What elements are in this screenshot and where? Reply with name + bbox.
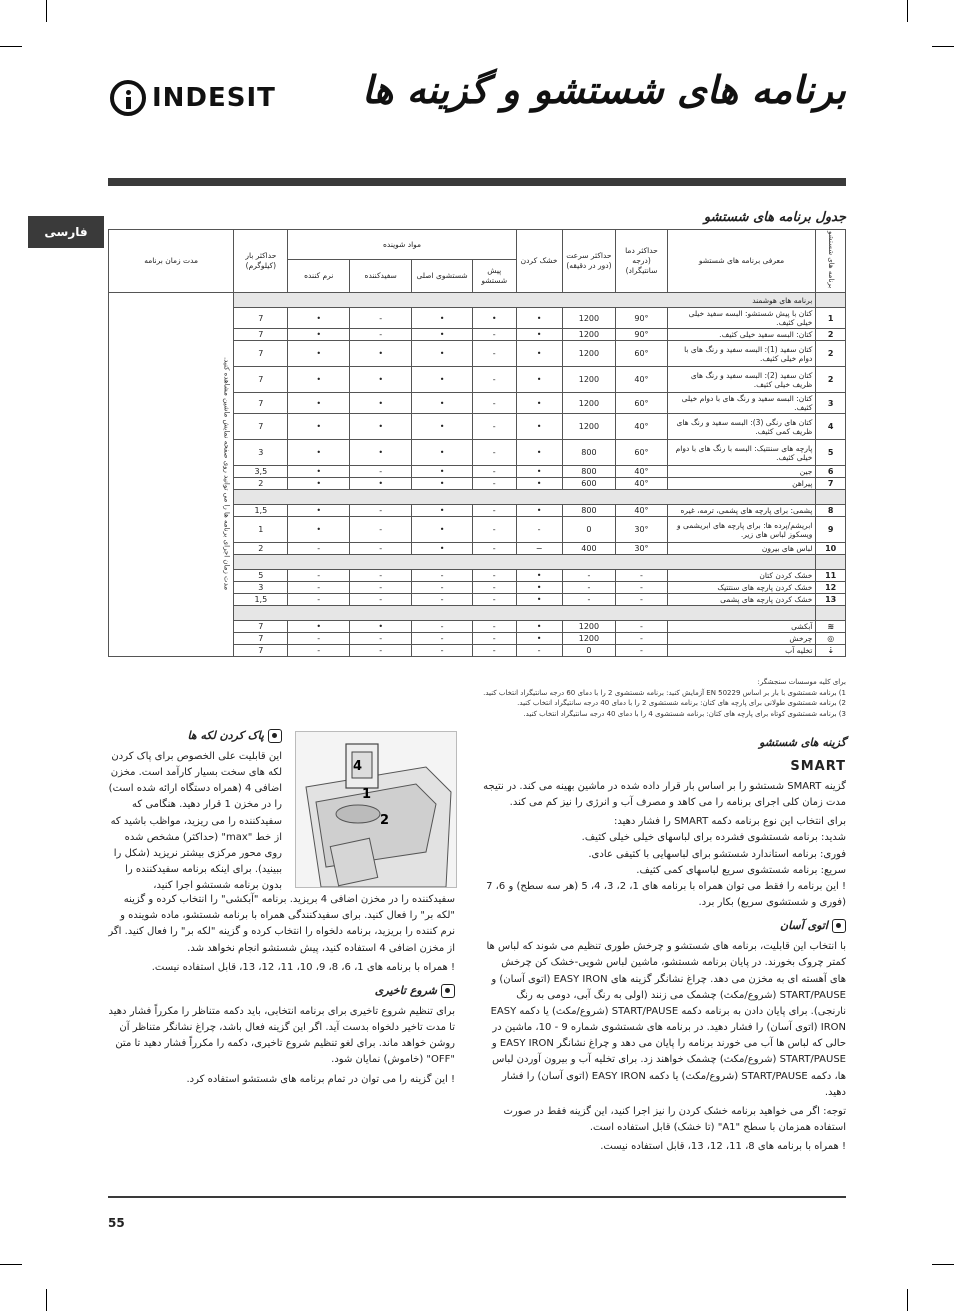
header-bleach: سفیدکننده	[350, 260, 412, 293]
table-row: 2 کتان سفید (1): البسه سفید و رنگ های با دوام خیلی کثیف. 60° 1200 • - • • • 7	[109, 341, 846, 367]
crop-mark	[46, 1289, 47, 1311]
language-tab: فارسی	[28, 216, 104, 248]
crop-mark	[0, 1264, 22, 1265]
stain-paragraph: سفیدکننده را در مخزن اضافی 4 بریزید. برنامه "آبکشی" را انتخاب کرده و گزینه "لکه بر" را فعال کنید. برای سفیدکنندگی همراه با برنامه شستشو، ماده شوینده و نرم کننده را بریزید، برنامه دلخواه را انتخاب کرده و گزینه "لکه بر" را فعال کنید. اگر از مخزن اضافی 4 استفاده کنید، پیش شستشو انجام نخواهد شد.	[108, 894, 455, 954]
table-row: 6 جین 40° 800 • - • - • 3,5	[109, 466, 846, 478]
table-row: 5 پارچه های سنتتیک: البسه با رنگ های با دوام خیلی کثیف. 60° 800 • - • • • 3	[109, 440, 846, 466]
crop-mark	[907, 0, 908, 22]
brand-i-icon	[110, 80, 146, 116]
footnotes	[108, 677, 846, 719]
header-detergents: مواد شوینده	[288, 230, 516, 260]
header-description: معرفی برنامه های شستشو	[667, 230, 816, 293]
programs-table	[108, 229, 846, 657]
easy-iron-paragraph: ! همراه با برنامه های 8، 11، 12، 13، قابل استفاده نیست.	[600, 1141, 846, 1153]
smart-paragraph: شدید: برنامه شستشوی فشرده برای لباسهای خیلی خیلی کثیف.	[581, 832, 846, 844]
page-number: 55	[108, 1216, 125, 1230]
crop-mark	[46, 0, 47, 22]
stain-heading: پاک کردن لکه ها	[108, 727, 282, 745]
spin-icon: ◎	[816, 633, 846, 645]
stain-paragraph: این قابلیت علی الخصوص برای پاک کردن لکه های سخت بسیار کارآمد است. مخزن اضافی 4 (همراه دستگاه ارائه شده است) را در مخزن 1 قرار دهید. هنگامی که سفیدکننده را می ریزید، مواظب باشید که از خط "max" (حداکثر) مشخص شده روی محور مرکزی بیشتر نریزید (شکل را ببینید). برای اینکه برنامه سفیدکننده را بدون برنامه شستشو اجرا کنید،	[108, 750, 282, 892]
table-row: 2 کتان: البسه سفید خیلی کثیف. 90° 1200 • - • - • 7	[109, 329, 846, 341]
delay-paragraph: برای تنظیم شروع تاخیری برای برنامه انتخابی، باید دکمه متناظر را مکرراً فشار دهید تا مدت تاخیر دلخواه بدست آید. اگر این گزینه فعال باشد، چراغ نشانگر متناظر آن روشن خواهد ماند. برای لغو تنظیم شروع تاخیری، دکمه را مکرراً فشار دهید تا متن "OFF" (خاموش) نمایان شود.	[108, 1005, 455, 1066]
header-drying: خشک کردن	[516, 230, 562, 293]
footnote: 3) برنامه شستشوی کوتاه برای پارچه های کتان: برنامه شستشوی 4 را با دمای 40 درجه سانتیگراد انتخاب کنید.	[523, 709, 846, 718]
header-program: برنامه های شستشو	[816, 230, 846, 293]
drain-icon: ⇣	[816, 645, 846, 657]
smart-paragraph: سریع: برنامه شستشوی سریع لباسهای کمی کثیف.	[636, 864, 846, 876]
footnote: 1) برنامه شستشوی با بار بر اساس EN 50229 آزمایش کنید: برنامه شستشوی 2 را با دمای 60 درجه سانتیگراد انتخاب کنید.	[483, 688, 846, 697]
table-row: ◎ چرخش - 1200 • - - - - 7	[109, 633, 846, 645]
delay-paragraph: ! این گزینه را می توان در تمام برنامه های شستشو استفاده کرد.	[186, 1073, 455, 1085]
footer-rule	[108, 1196, 846, 1198]
table-row: 12 خشک کردن پارچه های سنتتیک - - • - - - - 3	[109, 582, 846, 594]
smart-paragraph: گزینه SMART شستشو را بر اساس بار قرار داده شده در ماشین بهینه می کند. در نتیجه مدت زمان کلی اجرای برنامه را می کاهد و مصرف آب و انرژی را نیز کم می کند.	[483, 780, 846, 809]
footnote: 2) برنامه شستشوی طولانی برای پارچه های کتان: برنامه شستشوی 2 را با دمای 40 درجه سانتیگراد انتخاب کنید.	[517, 699, 846, 707]
footnote: برای کلیه موسسات سنجشگر:	[757, 678, 846, 686]
table-row: 3 کتان: البسه سفید و رنگ های با دوام خیلی کثیف. 60° 1200 • - • • • 7	[109, 393, 846, 414]
label-2: 2	[380, 813, 390, 828]
smart-logo: SMART	[790, 758, 846, 774]
iron-icon	[832, 919, 846, 933]
rinse-icon: ≋	[816, 621, 846, 633]
duration-note-cell	[109, 293, 234, 657]
brand-logo	[110, 80, 276, 116]
smart-paragraph: فوری: برنامه استاندارد شستشو برای لباسهایی با کثیفی عادی.	[588, 848, 846, 860]
table-row: 2 کتان سفید (2): البسه سفید و رنگ های ظریف خیلی کثیف. 40° 1200 • - • • • 7	[109, 367, 846, 393]
table-row: 4 کتان های رنگی (3): البسه سفید و رنگ های ظریف کمی کثیف. 40° 1200 • - • • • 7	[109, 414, 846, 440]
group-row	[109, 293, 846, 308]
crop-mark	[932, 1264, 954, 1265]
stain-column-wide	[108, 892, 455, 1091]
group-label: برنامه های هوشمند	[234, 293, 816, 308]
options-column	[483, 734, 846, 1159]
easy-iron-heading: اتوی آسان	[483, 917, 846, 935]
table-row: 13 خشک کردن پارچه های پشمی - - • - - - - 1,5	[109, 594, 846, 606]
table-row: ⇣ تخلیه آب - 0 - - - - - 7	[109, 645, 846, 657]
table-row: 1 کتان با پیش شستشو: البسه سفید خیلی خیلی کثیف. 90° 1200 • • • - • 7	[109, 308, 846, 329]
stain-paragraph: ! همراه با برنامه های 1، 6، 8، 9، 10، 11، 12، 13، قابل استفاده نیست.	[151, 961, 455, 973]
table-row: 7 پیراهن 40° 600 • - • • • 2	[109, 478, 846, 490]
stain-icon	[268, 729, 282, 743]
header-max-speed: حداکثر سرعت (دور در دقیقه)	[562, 230, 616, 293]
header-max-load: حداکثر بار (کیلوگرم)	[234, 230, 288, 293]
header-prewash: پیش شستشو	[472, 260, 516, 293]
dispenser-drawing	[296, 732, 456, 887]
header-main-wash: شستشوی اصلی	[412, 260, 473, 293]
timer-icon	[441, 984, 455, 998]
delay-heading: شروع تاخیری	[108, 982, 455, 1000]
table-row: 9 ابریشم/پرده ها: برای پارچه های ابریشمی و ویسکوز لباس های زیر. 30° 0 - - • - • 1	[109, 517, 846, 543]
smart-paragraph: برای انتخاب این نوع برنامه دکمه SMART را فشار دهید:	[613, 816, 846, 828]
options-heading: گزینه های شستشو	[759, 736, 846, 749]
crop-mark	[932, 46, 954, 47]
header-rule	[108, 178, 846, 186]
smart-paragraph: ! این برنامه را فقط می توان همراه با برنامه های 1، 2، 3، 4، 5 (هر سه سطح) و 6، 7 (فوری و شستشوی سریع) بکار برد.	[486, 880, 846, 909]
easy-iron-paragraph: توجه: اگر می خواهید برنامه خشک کردن را نیز اجرا کنید، این گزینه فقط در صورت استفاده همزمان با سطح "A1" (تا خشک) قابل استفاده است.	[503, 1106, 846, 1134]
crop-mark	[0, 46, 22, 47]
label-4: 4	[353, 759, 363, 774]
table-header-row	[109, 230, 846, 260]
crop-mark	[907, 1289, 908, 1311]
label-1: 1	[362, 787, 372, 802]
table-row: 10 لباس های بیرون 30° 400 − - • - - 2	[109, 543, 846, 555]
table-row: 11 خشک کردن کتان - - • - - - - 5	[109, 570, 846, 582]
table-row: 8 پشمی: برای پارچه های پشمی، ترمه، غیره 40° 800 • - • - • 1,5	[109, 505, 846, 517]
stain-column	[108, 727, 282, 898]
dispenser-illustration	[295, 731, 457, 888]
brand-name: INDESIT	[152, 83, 276, 113]
header-softener: نرم کننده	[288, 260, 350, 293]
header-max-temp: حداکثر دما (درجه سانتیگراد)	[616, 230, 667, 293]
header-duration: مدت زمان برنامه	[109, 230, 234, 293]
table-heading: جدول برنامه های شستشو	[703, 210, 846, 225]
easy-iron-paragraph: با انتخاب این قابلیت، برنامه های شستشو و چرخش طوری تنظیم می شوند که لباس ها کمتر چروک بخورند. در پایان برنامه شستشو، ماشین لباس شویی-خشک کن چرخش های آهسته ای به مخزن می دهد. چراغ نشانگر گزینه های EASY IRON (اتوی آسان) و START/PAUSE (شروع/مکث) چشمک می زنند (اولی به رنگ آبی، دومی به رنگ نارنجی). برای پایان دادن به برنامه دکمه START/PAUSE (شروع/مکث) یا دکمه EASY IRON (اتوی آسان) را فشار دهید. در برنامه های شستشوی شماره 9 - 10، ماشین در حالی که لباس ها آب می خورند برنامه را پایان می دهد و چراغ نشانگر EASY IRON و START/PAUSE (شروع/مکث) چشمک خواهند زد. برای تخلیه آب و بیرون آوردن لباس ها، دکمه START/PAUSE (شروع/مکث) یا دکمه EASY IRON (اتوی آسان) را فشار دهید.	[486, 941, 846, 1098]
duration-note: مدت زمان اجرای برنامه ها را می توانید روی صفحه نمایش ماشین مشاهده کنید.	[222, 357, 231, 591]
table-row: ≋ آبکشی - 1200 • - - • • 7	[109, 621, 846, 633]
page-title: برنامه های شستشو و گزینه ها	[361, 68, 846, 112]
